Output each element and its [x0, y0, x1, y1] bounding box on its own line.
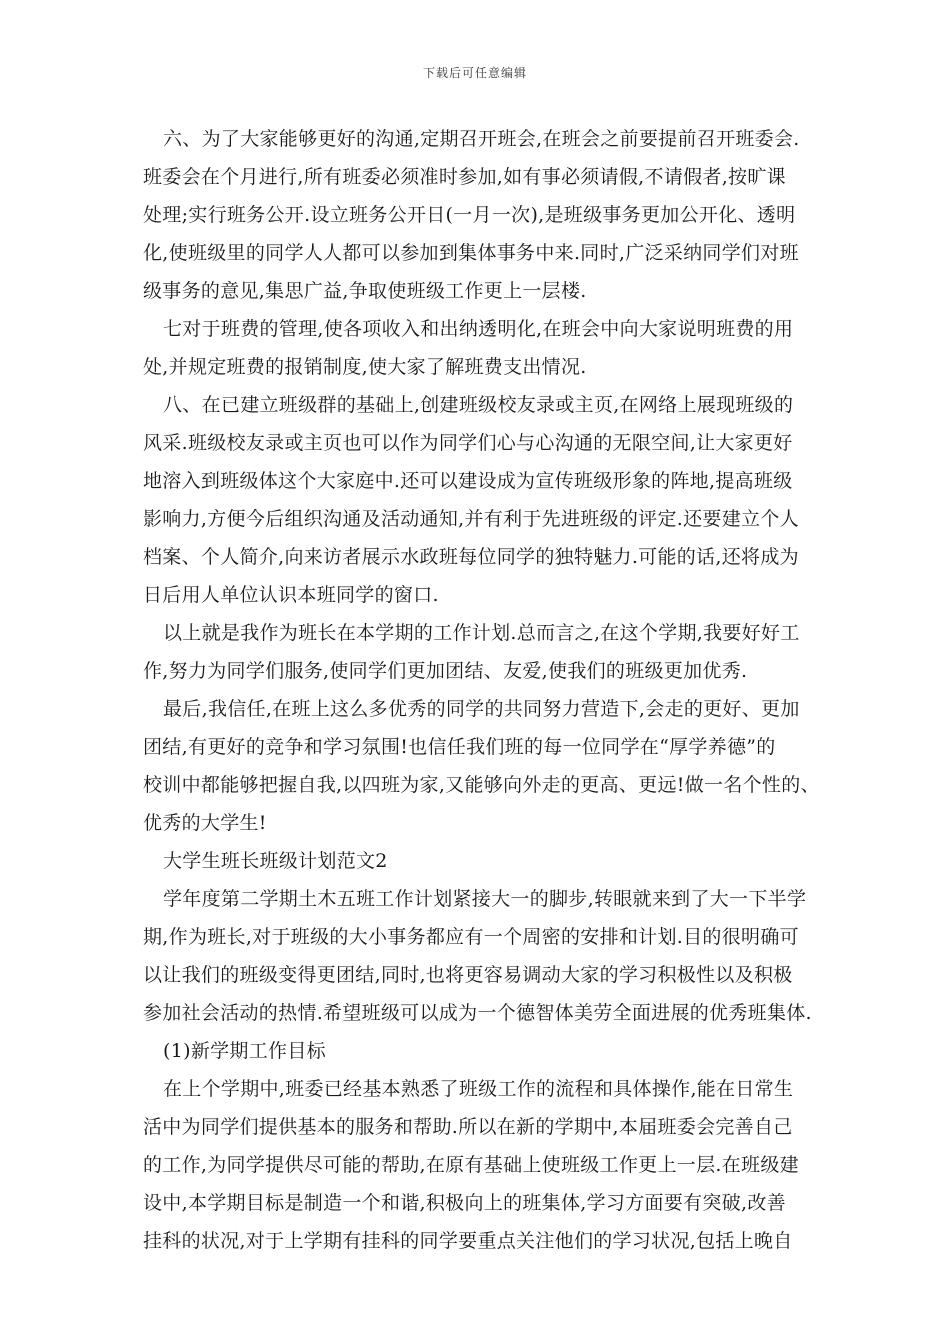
paragraph-line: 处,并规定班费的报销制度,使大家了解班费支出情况. — [143, 356, 587, 378]
paragraph-line: 在上个学期中,班委已经基本熟悉了班级工作的流程和具体操作,能在日常生 — [163, 1078, 794, 1100]
paragraph-line: 优秀的大学生! — [143, 812, 267, 834]
paragraph-line: 团结,有更好的竞争和学习氛围!也信任我们班的每一位同学在“厚学养德”的 — [143, 736, 776, 758]
paragraph-line: 最后,我信任,在班上这么多优秀的同学的共同努力营造下,会走的更好、更加 — [163, 698, 800, 720]
paragraph-line: 风采.班级校友录或主页也可以作为同学们心与心沟通的无限空间,让大家更好 — [143, 432, 793, 454]
paragraph-line: 八、在已建立班级群的基础上,创建班级校友录或主页,在网络上展现班级的 — [163, 394, 794, 416]
paragraph-line: 校训中都能够把握自我,以四班为家,又能够向外走的更高、更远!做一名个性的、 — [143, 774, 820, 796]
paragraph-line: 六、为了大家能够更好的沟通,定期召开班会,在班会之前要提前召开班委会. — [163, 128, 800, 150]
document-body — [143, 120, 823, 1260]
paragraph-line: 化,使班级里的同学人人都可以参加到集体事务中来.同时,广泛采纳同学们对班 — [143, 242, 799, 264]
paragraph-line: 影响力,方便今后组织沟通及活动通知,并有利于先进班级的评定.还要建立个人 — [143, 508, 799, 530]
page-header: 下载后可任意编辑 — [422, 66, 527, 80]
subsection-heading: (1)新学期工作目标 — [163, 1040, 326, 1062]
paragraph-line: 挂科的状况,对于上学期有挂科的同学要重点关注他们的学习状况,包括上晚自 — [143, 1230, 793, 1252]
section-heading: 大学生班长班级计划范文2 — [163, 850, 388, 872]
paragraph-line: 学年度第二学期土木五班工作计划紧接大一的脚步,转眼就来到了大一下半学 — [163, 888, 807, 910]
paragraph-line: 活中为同学们提供基本的服务和帮助.所以在新的学期中,本届班委会完善自己 — [143, 1116, 793, 1138]
paragraph-line: 地溶入到班级体这个大家庭中.还可以建设成为宣传班级形象的阵地,提高班级 — [143, 470, 793, 492]
paragraph-line: 级事务的意见,集思广益,争取使班级工作更上一层楼. — [143, 280, 587, 302]
paragraph-line: 班委会在个月进行,所有班委必须准时参加,如有事必须请假,不请假者,按旷课 — [143, 166, 786, 188]
paragraph-line: 作,努力为同学们服务,使同学们更加团结、友爱,使我们的班级更加优秀. — [143, 660, 748, 682]
paragraph-line: 七对于班费的管理,使各项收入和出纳透明化,在班会中向大家说明班费的用 — [163, 318, 794, 340]
paragraph-line: 设中,本学期目标是制造一个和谐,积极向上的班集体,学习方面要有突破,改善 — [143, 1192, 786, 1214]
paragraph-line: 日后用人单位认识本班同学的窗口. — [143, 584, 439, 606]
paragraph-line: 以上就是我作为班长在本学期的工作计划.总而言之,在这个学期,我要好好工 — [163, 622, 800, 644]
paragraph-line: 参加社会活动的热情.希望班级可以成为一个德智体美劳全面进展的优秀班集体. — [143, 1002, 812, 1024]
paragraph-line: 以让我们的班级变得更团结,同时,也将更容易调动大家的学习积极性以及积极 — [143, 964, 793, 986]
paragraph-line: 档案、个人简介,向来访者展示水政班每位同学的独特魅力.可能的话,还将成为 — [143, 546, 799, 568]
paragraph-line: 处理;实行班务公开.设立班务公开日(一月一次),是班级事务更加公开化、透明 — [143, 204, 796, 226]
paragraph-line: 期,作为班长,对于班级的大小事务都应有一个周密的安排和计划.目的很明确可 — [143, 926, 799, 948]
paragraph-line: 的工作,为同学提供尽可能的帮助,在原有基础上使班级工作更上一层.在班级建 — [143, 1154, 799, 1176]
